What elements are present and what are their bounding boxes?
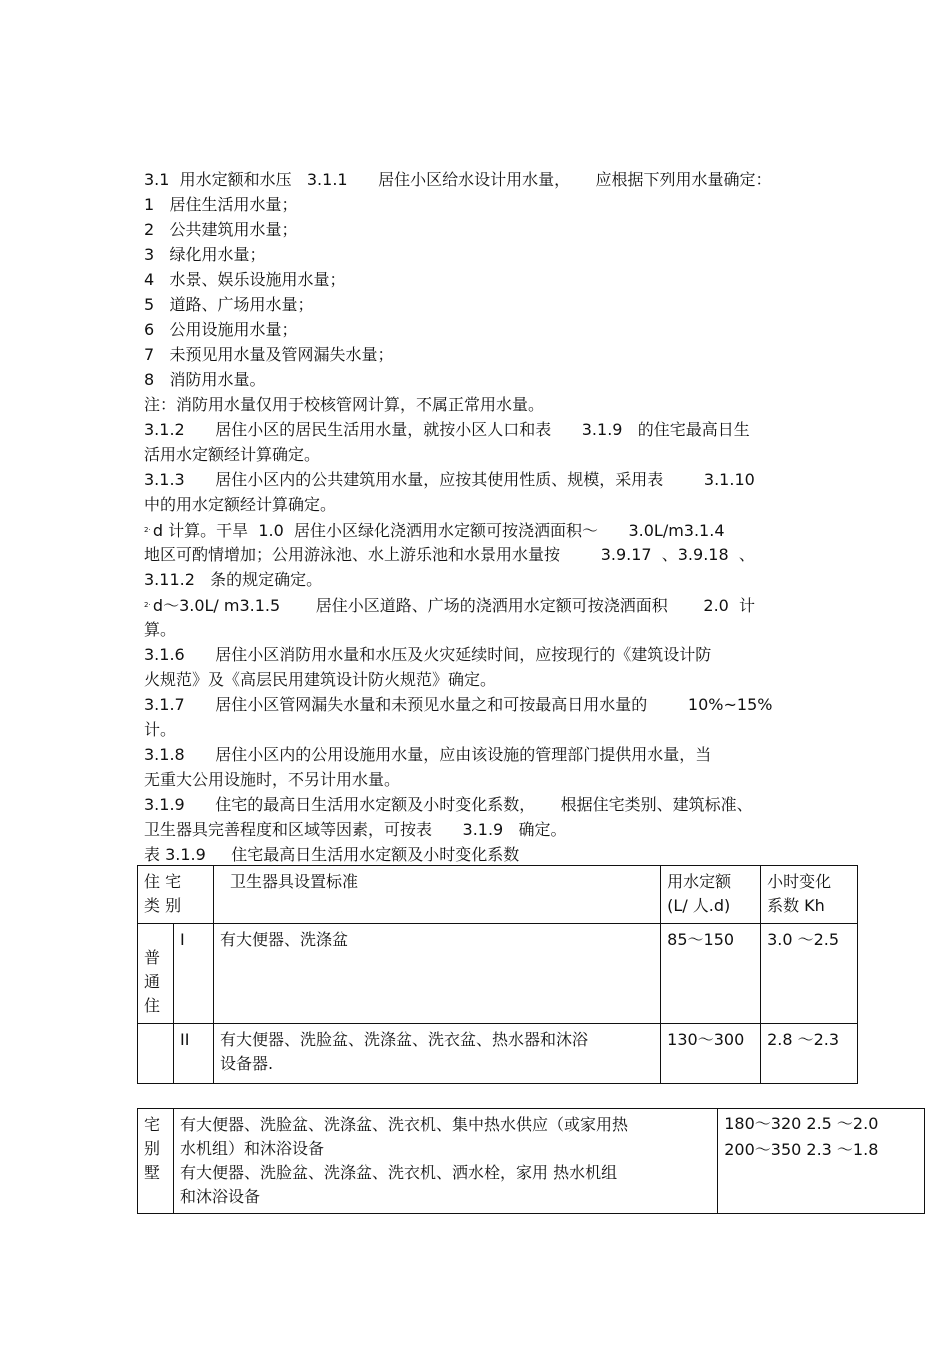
text-line: [144, 820, 567, 840]
text-line-content: 3.1.3 居住小区内的公共建筑用水量，应按其使用性质、规模，采用表 3.1.10: [144, 470, 755, 489]
text-line: [144, 220, 297, 240]
table-row: [138, 1109, 925, 1214]
text-line-content: 3.11.2 条的规定确定。: [144, 570, 323, 589]
text-line: [144, 645, 711, 665]
kh-cell: 3.0 ～2.5: [761, 924, 858, 1024]
text-line-content: 3.1.2 居住小区的居民生活用水量，就按小区人口和表 3.1.9 的住宅最高日生: [144, 420, 750, 439]
text-line-content: d～3.0L/ m3.1.5 居住小区道路、广场的浇洒用水定额可按浇洒面积 2.0 计: [152, 596, 756, 615]
header-housing-type: 住 宅 类 别: [138, 866, 214, 924]
standard-cell: 有大便器、洗脸盆、洗涤盆、洗衣机、集中热水供应（或家用热 水机组）和沐浴设备 有大便器、洗脸盆、洗涤盆、洗衣机、洒水栓，家用 热水机组 和沐浴设备: [173, 1109, 717, 1214]
text-line-content: 3.1.9 住宅的最高日生活用水定额及小时变化系数， 根据住宅类别、建筑标准、: [144, 795, 753, 814]
table-row: [138, 924, 858, 1024]
text-line: [144, 495, 336, 515]
text-line: [144, 545, 755, 565]
text-line-content: 7 未预见用水量及管网漏失水量；: [144, 345, 394, 364]
text-line-content: 3.1.7 居住小区管网漏失水量和未预见水量之和可按最高日用水量的 10%~15%: [144, 695, 773, 714]
text-line-content: 中的用水定额经计算确定。: [144, 495, 337, 514]
class-cell: II: [173, 1024, 213, 1084]
text-line: [144, 845, 519, 865]
group-label-empty: [138, 1024, 174, 1084]
text-line-content: 活用水定额经计算确定。: [144, 445, 321, 464]
text-line: [144, 695, 772, 715]
text-line-content: 3 绿化用水量；: [144, 245, 266, 264]
text-line-content: 注：消防用水量仅用于校核管网计算，不属正常用水量。: [144, 395, 545, 414]
text-line: [144, 270, 345, 290]
standard-cell: 有大便器、洗涤盆: [213, 924, 660, 1024]
text-line-content: 1 居住生活用水量；: [144, 195, 298, 214]
text-line-content: 算。: [144, 620, 177, 639]
text-line-content: 2 公共建筑用水量；: [144, 220, 298, 239]
text-line-content: d 计算。干旱 1.0 居住小区绿化浇洒用水定额可按浇洒面积～ 3.0L/m3.1.4: [152, 521, 725, 540]
text-line: [144, 620, 176, 640]
text-line-content: 8 消防用水量。: [144, 370, 266, 389]
text-line-content: 火规范》及《高层民用建筑设计防火规范》确定。: [144, 670, 497, 689]
text-line-content: 6 公用设施用水量；: [144, 320, 298, 339]
text-line: [144, 345, 393, 365]
text-line: [144, 770, 400, 790]
text-line-content: 卫生器具完善程度和区域等因素，可按表 3.1.9 确定。: [144, 820, 567, 839]
water-quota-table: [137, 865, 858, 1084]
header-kh: 小时变化 系数 Kh: [761, 866, 858, 924]
text-line: [144, 520, 725, 541]
superscript-mark: 2·: [144, 601, 153, 609]
superscript-mark: 2·: [144, 526, 153, 534]
table-row: [138, 1024, 858, 1084]
table-header-row: [138, 866, 858, 924]
text-line: [144, 445, 320, 465]
group-label: 宅 别 墅: [138, 1109, 174, 1214]
text-line: [144, 745, 711, 765]
text-line: [144, 595, 755, 616]
text-line-content: 3.1.6 居住小区消防用水量和水压及火灾延续时间，应按现行的《建筑设计防: [144, 645, 712, 664]
values-cell: 180～320 2.5 ～2.0 200～350 2.3 ～1.8: [718, 1109, 925, 1214]
header-quota: 用水定额 (L/ 人.d): [661, 866, 761, 924]
quota-cell: 130～300: [661, 1024, 761, 1084]
text-line-content: 表 3.1.9 住宅最高日生活用水定额及小时变化系数: [144, 845, 520, 864]
text-line: [144, 245, 265, 265]
standard-cell: 有大便器、洗脸盆、洗涤盆、洗衣盆、热水器和沐浴 设备器.: [213, 1024, 660, 1084]
text-line: [144, 720, 176, 740]
text-line-content: 4 水景、娱乐设施用水量；: [144, 270, 346, 289]
text-line: [144, 195, 297, 215]
text-line-content: 5 道路、广场用水量；: [144, 295, 314, 314]
text-line: [144, 370, 265, 390]
text-line-content: 3.1.8 居住小区内的公用设施用水量，应由该设施的管理部门提供用水量，当: [144, 745, 712, 764]
text-line: [144, 320, 297, 340]
text-line-content: 地区可酌情增加；公用游泳池、水上游乐池和水景用水量按 3.9.17 、3.9.18 、: [144, 545, 755, 564]
text-line-content: 3.1 用水定额和水压 3.1.1 居住小区给水设计用水量， 应根据下列用水量确定：: [144, 170, 772, 189]
kh-cell: 2.8 ～2.3: [761, 1024, 858, 1084]
villa-quota-table: [137, 1108, 925, 1214]
text-line: [144, 395, 544, 415]
text-line-content: 计。: [144, 720, 177, 739]
text-line-content: 无重大公用设施时，不另计用水量。: [144, 770, 401, 789]
quota-cell: 85～150: [661, 924, 761, 1024]
text-line: [144, 670, 496, 690]
text-line: [144, 295, 313, 315]
text-line: [144, 470, 755, 490]
class-cell: I: [173, 924, 213, 1024]
text-line: [144, 795, 753, 815]
text-line: [144, 570, 322, 590]
group-label: 普 通 住: [138, 924, 174, 1024]
header-fixture-standard: 卫生器具设置标准: [213, 866, 660, 924]
text-line: [144, 420, 750, 440]
text-line: [144, 170, 772, 190]
